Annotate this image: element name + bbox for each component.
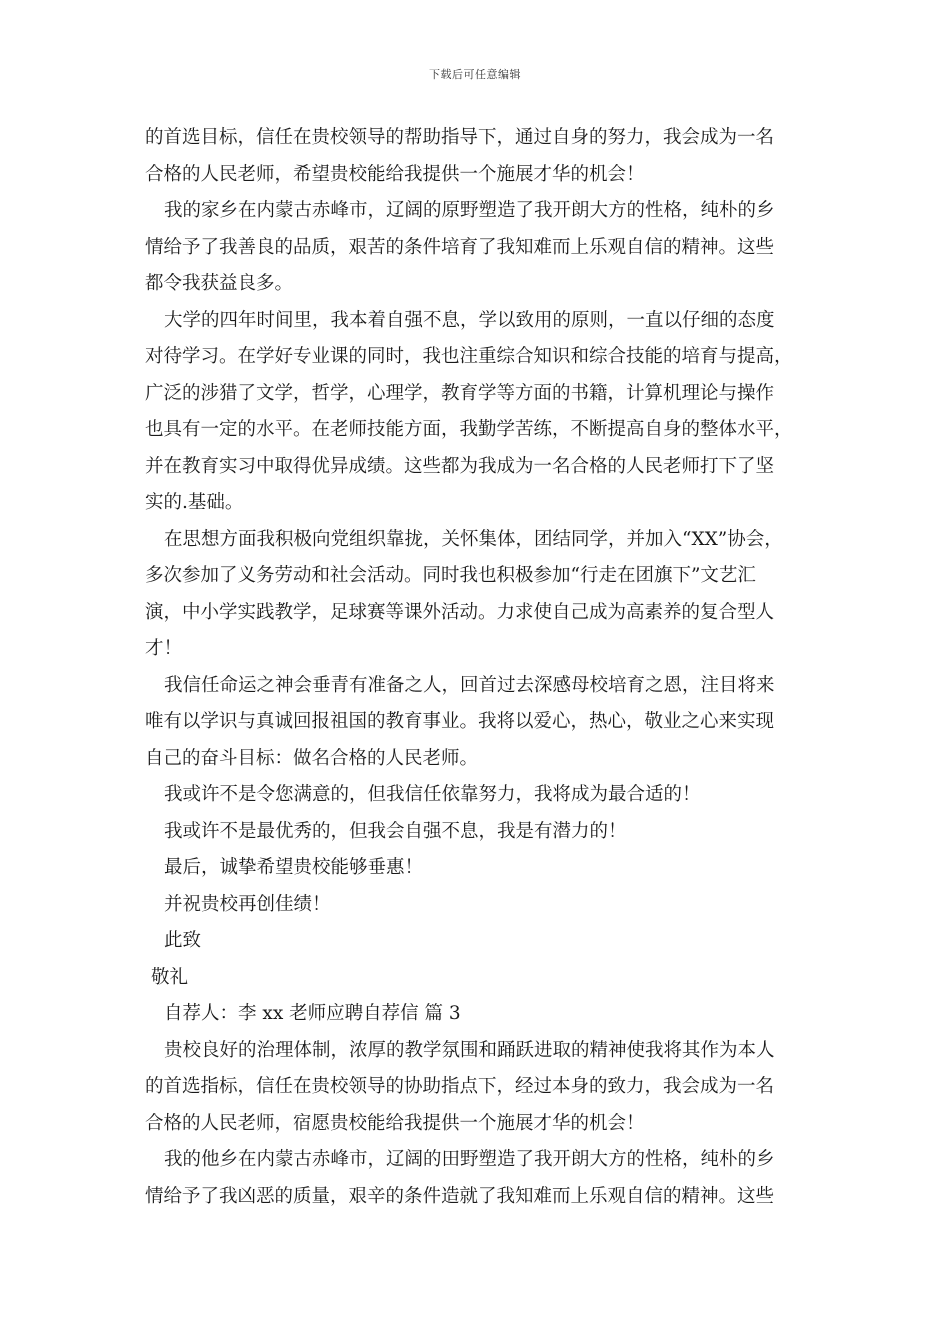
text-line: 都令我获益良多。 bbox=[145, 273, 294, 294]
text-line: 情给予了我凶恶的质量，艰辛的条件造就了我知难而上乐观自信的精神。这些 bbox=[145, 1185, 775, 1207]
text-line: 对待学习。在学好专业课的同时，我也注重综合知识和综合技能的培育与提高， bbox=[145, 346, 793, 367]
closing-salutation: 此致 bbox=[164, 930, 202, 951]
text-line: 演，中小学实践教学，足球赛等课外活动。力求使自己成为高素养的复合型人 bbox=[145, 601, 775, 623]
closing-regards: 敬礼 bbox=[151, 966, 189, 988]
text-line: 我或许不是最优秀的，但我会自强不息，我是有潜力的！ bbox=[164, 820, 627, 842]
text-line: 我信任命运之神会垂青有准备之人，回首过去深感母校培育之恩，注目将来 bbox=[164, 674, 775, 696]
text-line: 贵校良好的治理体制，浓厚的教学氛围和踊跃进取的精神使我将其作为本人 bbox=[164, 1039, 775, 1061]
signature-line: 自荐人：李 xx 老师应聘自荐信 篇 3 bbox=[164, 1003, 461, 1024]
text-line: 我的他乡在内蒙古赤峰市，辽阔的田野塑造了我开朗大方的性格，纯朴的乡 bbox=[164, 1149, 775, 1170]
text-line: 我的家乡在内蒙古赤峰市，辽阔的原野塑造了我开朗大方的性格，纯朴的乡 bbox=[164, 200, 775, 221]
text-line: 自己的奋斗目标：做名合格的人民老师。 bbox=[145, 747, 479, 769]
text-line: 的首选目标，信任在贵校领导的帮助指导下，通过自身的努力，我会成为一名 bbox=[145, 127, 775, 148]
text-line: 并在教育实习中取得优异成绩。这些都为我成为一名合格的人民老师打下了坚 bbox=[145, 455, 775, 477]
text-line: 唯有以学识与真诚回报祖国的教育事业。我将以爱心，热心，敬业之心来实现 bbox=[145, 711, 775, 732]
text-line: 并祝贵校再创佳绩！ bbox=[164, 893, 331, 915]
letter-body bbox=[145, 120, 815, 1215]
text-line: 实的.基础。 bbox=[145, 492, 244, 513]
text-line: 也具有一定的水平。在老师技能方面，我勤学苦练，不断提高自身的整体水平， bbox=[145, 419, 793, 440]
text-line: 合格的人民老师，希望贵校能给我提供一个施展才华的机会！ bbox=[145, 163, 645, 185]
text-line: 情给予了我善良的品质，艰苦的条件培育了我知难而上乐观自信的精神。这些 bbox=[145, 236, 775, 258]
text-line: 我或许不是令您满意的，但我信任依靠努力，我将成为最合适的！ bbox=[164, 784, 701, 805]
text-line: 大学的四年时间里，我本着自强不息，学以致用的原则，一直以仔细的态度 bbox=[164, 309, 775, 331]
text-line: 的首选指标，信任在贵校领导的协助指点下，经过本身的致力，我会成为一名 bbox=[145, 1076, 775, 1097]
text-line: 才！ bbox=[145, 638, 183, 659]
text-line: 最后，诚挚希望贵校能够垂惠！ bbox=[164, 857, 424, 878]
text-line: 广泛的涉猎了文学，哲学，心理学，教育学等方面的书籍，计算机理论与操作 bbox=[145, 382, 775, 404]
page-header-note: 下载后可任意编辑 bbox=[429, 68, 521, 81]
text-line: 在思想方面我积极向党组织靠拢，关怀集体，团结同学，并加入“XX”协会， bbox=[164, 528, 783, 550]
text-line: 多次参加了义务劳动和社会活动。同时我也积极参加“行走在团旗下”文艺汇 bbox=[145, 565, 756, 586]
text-line: 合格的人民老师，宿愿贵校能给我提供一个施展才华的机会！ bbox=[145, 1112, 645, 1134]
